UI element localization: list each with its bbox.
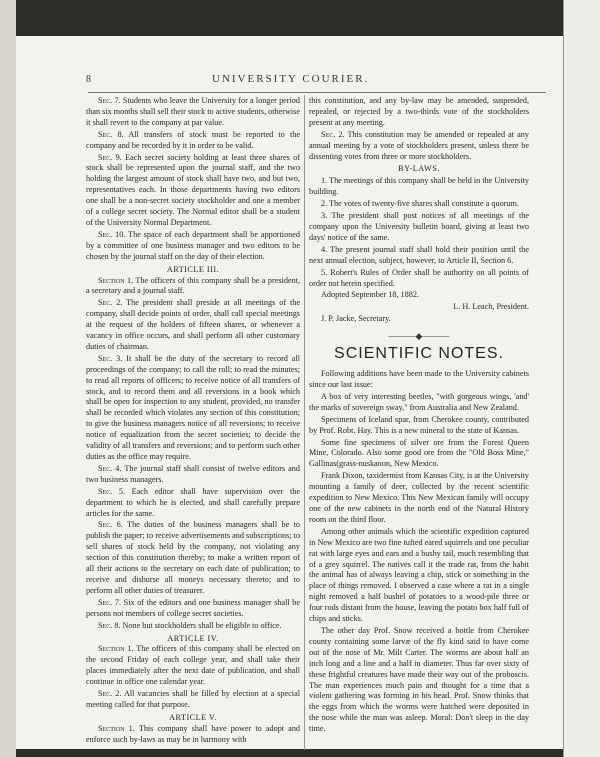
section-label: Sec. 2.	[98, 689, 122, 699]
section-paragraph	[86, 230, 300, 263]
section-label: Sec. 5.	[98, 486, 126, 496]
section-paragraph	[86, 153, 300, 229]
bylaws-heading: BY-LAWS.	[398, 164, 440, 174]
section-text: 5. Robert's Rules of Order shall be authority on all points of order not herein specified.	[309, 267, 529, 288]
section-paragraph	[309, 290, 529, 301]
section-paragraph	[86, 130, 300, 152]
section-text: Six of the editors and one business manager shall be persons not members of college secret societies.	[86, 597, 300, 618]
section-label: Sec. 10.	[98, 229, 126, 239]
section-label: Sec. 4.	[98, 463, 122, 473]
section-label: Sec. 2.	[321, 129, 345, 139]
running-header	[86, 74, 486, 90]
section-paragraph	[309, 130, 529, 163]
section-text: 1. The meetings of this company shall be held in the University building.	[309, 176, 529, 197]
section-text: None but stockholders shall be eligible to office.	[122, 620, 282, 630]
section-label: Sec. 2.	[98, 298, 123, 308]
section-paragraph	[309, 176, 529, 198]
section-paragraph	[86, 689, 300, 711]
section-text: The president shall preside at all meetings of the company, shall decide points of order, shall call special meetings at the request of the holders of fifteen shares, or whenever a vacancy in office occurs, and shall perform all other customary duties of chairman.	[86, 298, 300, 351]
scientific-notes-body	[309, 369, 529, 735]
section-paragraph	[86, 464, 300, 486]
header-rule	[88, 92, 546, 93]
right-column	[309, 96, 529, 751]
section-label: Sec. 7.	[98, 597, 122, 607]
section-paragraph	[86, 276, 300, 298]
journal-title: UNIVERSITY COURIER.	[212, 73, 370, 85]
article-heading: ARTICLE III.	[166, 264, 220, 274]
article-heading: ARTICLE V.	[169, 712, 217, 722]
section-paragraph	[86, 598, 300, 620]
section-text: This company shall have power to adopt and enforce such by-laws as may be in harmony with	[86, 723, 300, 744]
section-paragraph	[86, 354, 300, 463]
section-text: The officers of this company shall be a president, a secretary and a journal staff.	[86, 275, 300, 296]
section-paragraph	[86, 520, 300, 596]
section-paragraph	[309, 211, 529, 244]
section-text: Students who leave the University for a longer period than six months shall sell their stock to active students, otherwise it shall revert to the company at par value.	[86, 96, 300, 127]
ornament-divider: ———◆———	[388, 331, 450, 342]
section-text: this constitution, and any by-law may be amended, suspended, repealed, or rejected by a two-thirds vote of the stockholders present at any meeting.	[309, 96, 529, 127]
left-column	[86, 96, 300, 751]
section-paragraph	[309, 268, 529, 290]
article-heading: ARTICLE IV.	[167, 633, 219, 643]
section-paragraph	[86, 724, 300, 746]
section-paragraph	[86, 96, 300, 129]
section-label: Sec. 3.	[98, 353, 123, 363]
secretary-signature: J. P. Jacke, Secretary.	[321, 314, 391, 324]
section-paragraph	[86, 487, 300, 520]
section-label: Sec. 8.	[98, 129, 124, 139]
section-label: Sec. 9.	[98, 152, 122, 162]
page-edges	[563, 0, 600, 757]
section-text: 2. The votes of twenty-five shares shall constitute a quorum.	[321, 199, 519, 209]
section-paragraph	[309, 245, 529, 267]
section-label: Section 1.	[98, 723, 135, 733]
note-paragraph: The other day Prof. Snow received a bottle from Cherokee county containing some larvæ of the fly kind said to have come out of the nose of Mr. Milt Carter. The worms are about half an inch long and a line and a half in diameter. Thus far over sixty of these frightful creatures have made their way out of the proboscis. The man experiences much pain and thought for a time that a violent gathering was forming in his head. Prof. Snow thinks that the eggs from which the worms were hatched were deposited in the nose while the man was asleep. Moral: Don't sleep in the day time.	[309, 625, 529, 734]
section-paragraph	[86, 621, 300, 632]
section-text: Each editor shall have supervision over the department to which he is elected, and shall carefully prepare articles for the same.	[86, 486, 300, 518]
section-text: The duties of the business managers shall be to publish the paper; to receive advertisements and subscriptions; to sell shares of stock held by the company, not violating any section of this constitution thereby; to make a written report of all their actions to the secretary on each date of publication; to receive and disburse all moneys necessary thereto; and to perform all other duties of treasurer.	[86, 520, 300, 595]
section-label: Section 1.	[98, 644, 134, 654]
page-number: 8	[86, 74, 91, 85]
section-label: Sec. 6.	[98, 520, 123, 530]
note-paragraph: Frank Dixon, taxidermist from Kansas City, is at the University mounting a family of deer, collected by the recent scientific expedition to New Mexico. This New Mexican family will occupy one of the new cabinets in the north end of the Natural History room on the third floor.	[309, 471, 529, 524]
section-paragraph	[309, 96, 529, 129]
section-text: Adopted September 18, 1882.	[321, 290, 420, 300]
section-paragraph	[86, 298, 300, 353]
constitution-continued	[309, 96, 529, 301]
note-paragraph: Among other animals which the scientific expedition captured in New Mexico are two fine tufted eared squirrels and one peculiar rat with large eyes and ears and a bushy tail, much resembling that of a grey squirrel. The natives call it the trade rat, from the habit the animal has of always leaving a chip, stick or something in the place of things removed. I observed a case where a rat in a single night removed a half bushel of potatoes to a wood-pile three or four rods distant from the house, leaving the potato box half full of chips and sticks.	[309, 526, 529, 624]
president-signature: L. H. Leach, President.	[453, 302, 529, 312]
note-paragraph: A box of very interesting beetles, "with gorgeous wings, 'and' the marks of sovereign sway," from Australia and New Zealand.	[309, 391, 529, 412]
section-text: The officers of this company shall be elected on the second Friday of each college year, and shall take their places immediately after the next date of publication, and shall continue in office one calendar year.	[86, 644, 300, 687]
section-text: This constitution may be amended or repealed at any annual meeting by a vote of stockholders present, unless there be dissenting votes from three or more stockholders.	[309, 129, 529, 161]
note-paragraph: Some fine specimens of silver ore from the Forest Queen Mine, Colorado. Also some good ore from the "Old Boss Mine," Gallinas(grass-nuskanon, New Mexico.	[309, 437, 529, 469]
section-text: 4. The present journal staff shall hold their position until the next annual election, subject, however, to Article II, Section 6.	[309, 244, 529, 265]
scientific-notes-title: SCIENTIFIC NOTES.	[334, 345, 504, 363]
book-binding	[0, 0, 16, 757]
section-text: It shall be the duty of the secretary to record all proceedings of the company; to call the roll; to read the minutes; to read all reports of officers; to receive notice of all transfers of stock, and to record them and all reversions in a book which shall be open for inspection to any student, provided, no transfer shall be recorded which violates any section of this constitution; to give the business managers notice of all reversions; to receive notice of equalization from the secret societies; to decide the validity of all transfers and reversions; and to perform such other duties as the office may require.	[86, 353, 300, 461]
section-label: Sec. 8.	[98, 620, 121, 630]
note-paragraph: Following additions have been made to the University cabinets since our last issue:	[309, 369, 529, 390]
section-text: 3. The president shall post notices of all meetings of the company upon the University bulletin board, giving at least two days' notice of the same.	[309, 211, 529, 242]
section-paragraph	[86, 644, 300, 688]
section-text: The journal staff shall consist of twelve editors and two business managers.	[86, 463, 300, 484]
section-label: Sec. 7.	[98, 96, 121, 105]
section-text: All vacancies shall be filled by election at a special meeting called for that purpose.	[86, 689, 300, 709]
section-label: Section 1.	[98, 275, 134, 285]
section-text: All transfers of stock must be reported to the company and be recorded by it in order to be valid.	[86, 129, 300, 150]
column-divider	[304, 95, 305, 750]
section-paragraph	[309, 199, 529, 210]
section-text: The space of each department shall be apportioned by a committee of one business manager and two editors to be chosen by the journal staff on the day of their election.	[86, 229, 300, 261]
note-paragraph: Specimens of Iceland spar, from Cherokee county, contributed by Prof. Robt. Hay. This is a new mineral to the state of Kansas.	[309, 414, 529, 435]
section-text: Each secret society holding at least three shares of stock shall be represented upon the journal staff, and the two holding the largest amount of stock shall have two, and but two, representatives each. In those departments having two editors one shall be a non-secret society stockholder and one a member of a college secret society. The Normal editor shall be a student of the University Normal Department.	[86, 152, 300, 227]
